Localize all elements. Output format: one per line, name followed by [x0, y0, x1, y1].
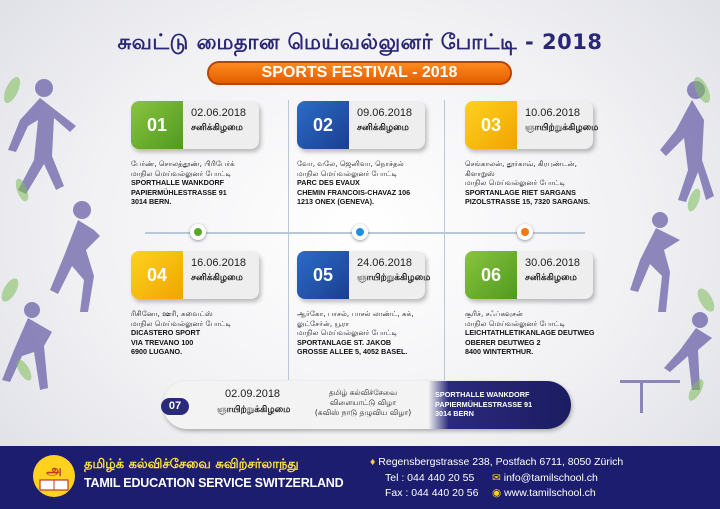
event-line: சூரிச், சஃப்கவுசன்: [465, 309, 523, 318]
email-icon: ✉: [492, 472, 501, 484]
school-logo-icon: [32, 454, 76, 498]
timeline-dot: [517, 224, 533, 240]
page-title: சுவட்டு மைதான மெய்வல்லுனர் போட்டி - 2018: [117, 30, 603, 54]
venue-line: 3014 BERN: [435, 409, 474, 418]
venue-line: SPORTANLAGE RIET SARGANS: [465, 187, 576, 197]
event-info: [465, 159, 615, 207]
event-day: ஞாயிற்றுக்கிழமை: [217, 405, 291, 415]
event-info: [465, 309, 615, 357]
event-date: 02.06.2018: [191, 107, 247, 119]
event-day: ஞாயிற்றுக்கிழமை: [525, 123, 599, 133]
event-number: 06: [465, 251, 517, 299]
event-info: [131, 159, 281, 207]
venue-line: OBERER DEUTWEG 2: [465, 337, 541, 347]
timeline-dot: [190, 224, 206, 240]
event-day: ஞாயிற்றுக்கிழமை: [357, 273, 431, 283]
event-line: தமிழ் கல்விச்சேவை: [328, 388, 398, 397]
event-line: மாநில மெய்வல்லுனர் போட்டி: [465, 178, 566, 187]
final-venue: [435, 390, 532, 419]
event-line: பேர்ண், சொலத்தூண், பிரிபேர்க்: [131, 159, 235, 168]
venue-line: 6900 LUGANO.: [131, 347, 183, 356]
venue-line: SPORTANLAGE ST. JAKOB: [297, 337, 392, 347]
leaf-decoration-left: [0, 70, 40, 410]
event-day: சனிக்கிழமை: [191, 273, 243, 283]
event-tile: [465, 251, 593, 299]
event-number: 07: [161, 398, 189, 415]
org-name-tamil: தமிழ்க் கல்விச்சேவை சுவிற்சர்லாந்து: [84, 457, 299, 472]
venue-line: VIA TREVANO 100: [131, 337, 194, 347]
event-date: 02.09.2018: [225, 388, 281, 400]
final-event-bar: [163, 381, 571, 429]
event-line: (சுவிஸ் நாடு தழுவிய விழா): [314, 408, 412, 417]
globe-icon: ◉: [492, 487, 502, 499]
event-day: சனிக்கிழமை: [357, 123, 409, 133]
venue-line: PAPIERMÜHLESTRASSE 91: [435, 399, 533, 409]
venue-line: 8400 WINTERTHUR.: [465, 347, 534, 356]
event-info: [297, 159, 447, 207]
tel-text: Tel : 044 440 20 55: [385, 472, 475, 484]
event-line: வோ, வலே, ஜெனிவா, நொச்தல்: [297, 159, 404, 168]
event-tile: [297, 101, 425, 149]
event-number: 03: [465, 101, 517, 149]
event-line: மாநில மெய்வல்லுனர் போட்டி: [465, 318, 566, 328]
event-date: 16.06.2018: [191, 257, 247, 269]
web-row: [492, 487, 596, 499]
venue-line: LEICHTATHLETIKANLAGE DEUTWEG: [465, 328, 595, 337]
event-number: 02: [297, 101, 349, 149]
event-date: 30.06.2018: [525, 257, 581, 269]
final-event-description: [308, 388, 418, 418]
event-line: ரிசினோ, ஊரி, சுவைட்ஸ்: [131, 309, 213, 318]
address-row: [370, 456, 623, 468]
timeline-dot: [352, 224, 368, 240]
event-line: கிளாறுஸ்: [465, 168, 495, 178]
event-day: சனிக்கிழமை: [525, 273, 577, 283]
event-tile: [131, 101, 259, 149]
event-info: [131, 309, 281, 357]
event-tile: [465, 101, 599, 149]
email-row: [492, 472, 598, 484]
event-line: மாநில மெய்வல்லுனர் போட்டி: [131, 318, 232, 328]
event-line: செங்காலன், தூர்காவ், கிரபுண்டன்,: [465, 159, 577, 168]
event-day: சனிக்கிழமை: [191, 123, 243, 133]
event-tile: [131, 251, 259, 299]
event-number: 05: [297, 251, 349, 299]
event-info: [297, 309, 447, 357]
venue-line: SPORTHALLE WANKDORF: [435, 390, 530, 399]
event-line: மாநில மெய்வல்லுனர் போட்டி: [297, 168, 398, 178]
event-tile: [297, 251, 431, 299]
web-link[interactable]: www.tamilschool.ch: [504, 487, 596, 499]
event-line: ஆர்கோ, பாசல், பாசல் லாண்ட், சுக்,: [297, 309, 414, 318]
fax-text: Fax : 044 440 20 56: [385, 487, 479, 499]
event-line: மாநில மெய்வல்லுனர் போட்டி: [297, 328, 398, 337]
venue-line: SPORTHALLE WANKDORF: [131, 178, 225, 187]
event-line: லுட்சேர்ன், யூரா: [297, 318, 350, 328]
venue-line: PARC DES EVAUX: [297, 178, 360, 187]
event-date: 24.06.2018: [357, 257, 413, 269]
event-number: 04: [131, 251, 183, 299]
location-pin-icon: ♦: [370, 456, 376, 468]
venue-line: PAPIERMÜHLESTRASSE 91: [131, 187, 227, 197]
leaf-decoration-right: [682, 60, 720, 420]
venue-line: 1213 ONEX (GENEVA).: [297, 197, 374, 206]
venue-line: GROSSE ALLEE 5, 4052 BASEL.: [297, 347, 408, 356]
event-number: 01: [131, 101, 183, 149]
event-line: விளையாட்டு விழா: [329, 398, 397, 407]
event-line: மாநில மெய்வல்லுனர் போட்டி: [131, 168, 232, 178]
logo-letter: அ: [46, 463, 62, 479]
divider-line: [288, 100, 289, 380]
venue-line: DICASTERO SPORT: [131, 328, 201, 337]
footer: [0, 446, 720, 509]
sports-festival-banner: SPORTS FESTIVAL - 2018: [207, 61, 512, 85]
venue-line: 3014 BERN.: [131, 197, 172, 206]
event-date: 09.06.2018: [357, 107, 413, 119]
venue-line: CHEMIN FRANCOIS-CHAVAZ 106: [297, 187, 411, 197]
org-name-english: TAMIL EDUCATION SERVICE SWITZERLAND: [84, 476, 344, 490]
email-text[interactable]: info@tamilschool.ch: [503, 472, 598, 484]
address-text: Regensbergstrasse 238, Postfach 6711, 8050 Zürich: [378, 456, 624, 468]
event-date: 10.06.2018: [525, 107, 581, 119]
venue-line: PIZOLSTRASSE 15, 7320 SARGANS.: [465, 197, 591, 206]
